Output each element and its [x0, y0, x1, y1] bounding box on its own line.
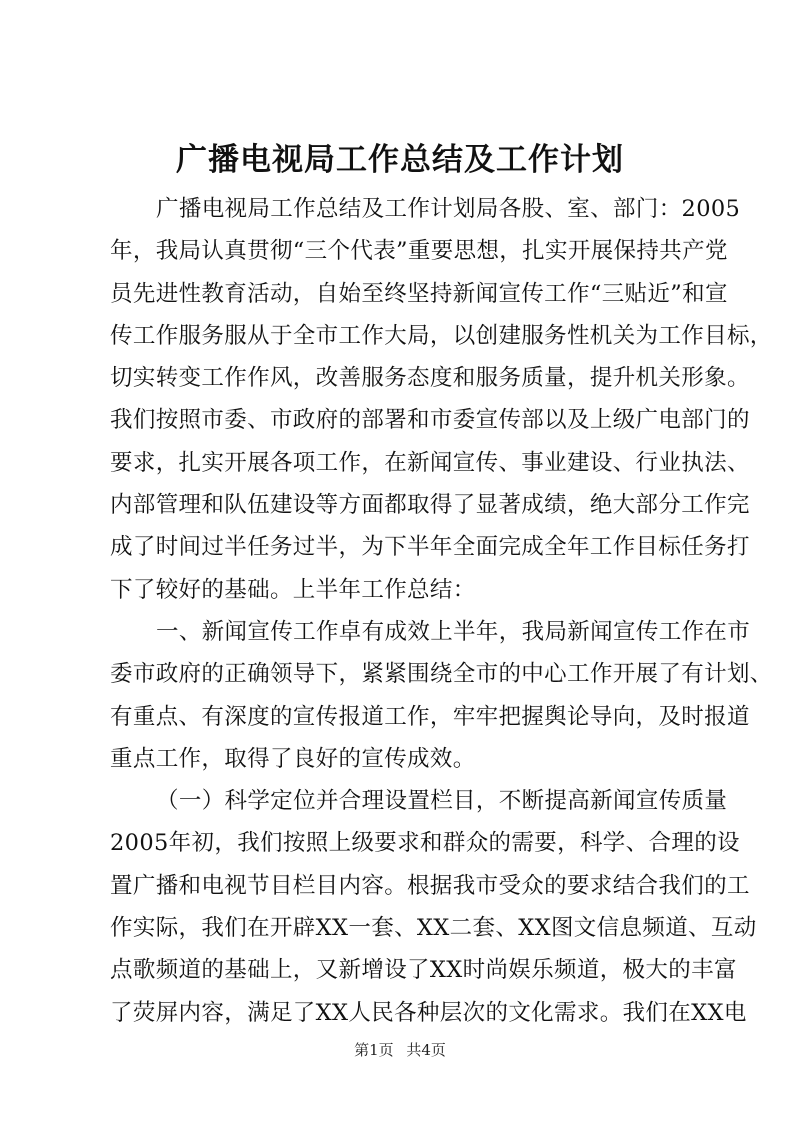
body-line: 我们按照市委、市政府的部署和市委宣传部以及上级广电部门的: [110, 407, 750, 434]
body-line: 切实转变工作作风，改善服务态度和服务质量，提升机关形象。: [110, 365, 750, 392]
body-line: 一、新闻宣传工作卓有成效上半年，我局新闻宣传工作在市: [156, 618, 751, 645]
body-line: 了荧屏内容，满足了XX人民各种层次的文化需求。我们在XX电: [110, 999, 747, 1026]
body-line: 广播电视局工作总结及工作计划局各股、室、部门：2005: [156, 196, 741, 222]
body-line: 员先进性教育活动，自始至终坚持新闻宣传工作“三贴近”和宣: [110, 280, 728, 307]
page-total: 共4页: [406, 1041, 446, 1059]
body-line: 成了时间过半任务过半，为下半年全面完成全年工作目标任务打: [110, 534, 750, 561]
page-footer: [0, 1040, 800, 1060]
body-line: （一）科学定位并合理设置栏目，不断提高新闻宣传质量: [156, 788, 728, 815]
body-line: 要求，扎实开展各项工作，在新闻宣传、事业建设、行业执法、: [110, 449, 750, 476]
body-line: 有重点、有深度的宣传报道工作，牢牢把握舆论导向，及时报道: [110, 703, 750, 730]
page-number: 第1页: [354, 1041, 394, 1059]
body-line: 2005年初，我们按照上级要求和群众的需要，科学、合理的设: [110, 830, 740, 857]
body-line: 年，我局认真贯彻“三个代表”重要思想，扎实开展保持共产党: [110, 238, 728, 265]
body-line: 传工作服务服从于全市工作大局，以创建服务性机关为工作目标，: [110, 322, 773, 349]
document-title: 广播电视局工作总结及工作计划: [176, 142, 624, 178]
body-line: 作实际，我们在开辟XX一套、XX二套、XX图文信息频道、互动: [110, 915, 757, 942]
body-line: 委市政府的正确领导下，紧紧围绕全市的中心工作开展了有计划、: [110, 661, 773, 688]
body-line: 置广播和电视节目栏目内容。根据我市受众的要求结合我们的工: [110, 872, 750, 899]
body-line: 重点工作，取得了良好的宣传成效。: [110, 745, 476, 772]
body-line: 内部管理和队伍建设等方面都取得了显著成绩，绝大部分工作完: [110, 492, 750, 519]
body-line: 点歌频道的基础上，又新增设了XX时尚娱乐频道，极大的丰富: [110, 957, 737, 984]
body-line: 下了较好的基础。上半年工作总结：: [110, 576, 476, 603]
document-body: [110, 188, 773, 1034]
